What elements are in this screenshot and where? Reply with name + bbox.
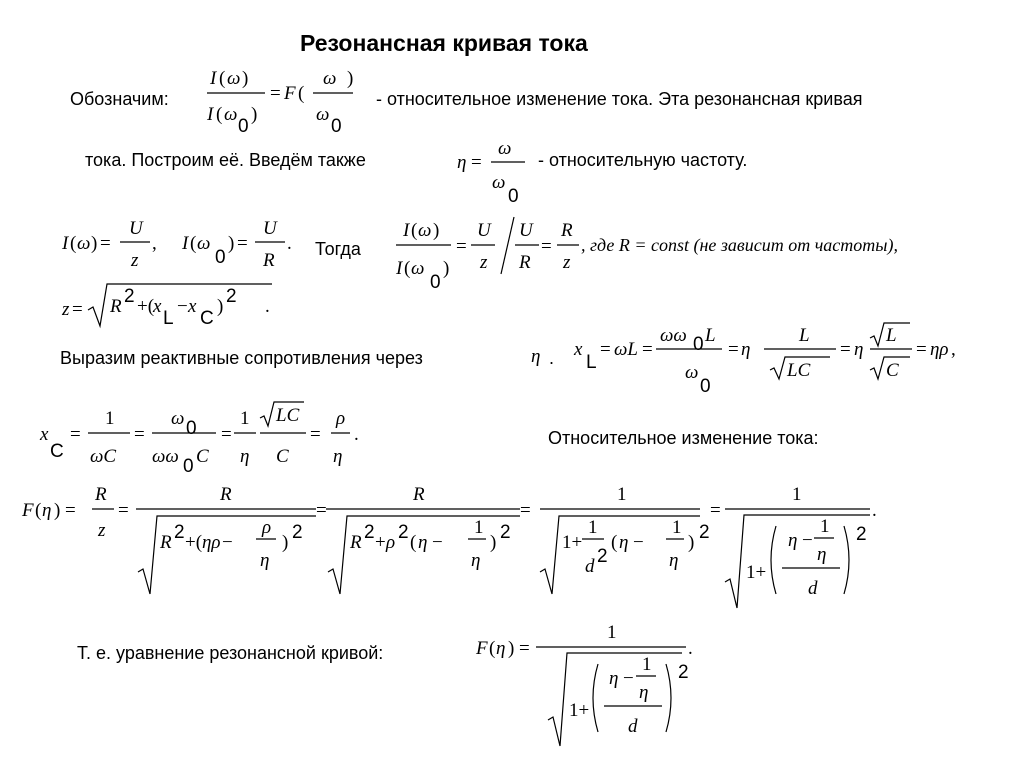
svg-text:(: ( bbox=[489, 638, 496, 659]
reactive-intro: Выразим реактивные сопротивления через bbox=[60, 348, 423, 368]
svg-text:L: L bbox=[886, 325, 897, 346]
svg-text:C: C bbox=[200, 308, 214, 329]
svg-text:): ) bbox=[91, 233, 98, 254]
svg-text:): ) bbox=[443, 258, 450, 279]
svg-text:η: η bbox=[817, 544, 827, 565]
svg-text:0: 0 bbox=[508, 186, 519, 207]
svg-text:F: F bbox=[284, 83, 296, 104]
svg-text:C: C bbox=[196, 446, 209, 467]
svg-text:η: η bbox=[418, 532, 428, 553]
svg-text:=: = bbox=[519, 638, 530, 659]
svg-text:x: x bbox=[188, 296, 197, 317]
formula-xL bbox=[572, 322, 972, 397]
svg-text:ω: ω bbox=[77, 233, 91, 254]
svg-text:R: R bbox=[350, 532, 362, 553]
svg-text:2: 2 bbox=[226, 286, 237, 307]
svg-text:2: 2 bbox=[856, 524, 867, 545]
svg-text:=: = bbox=[270, 83, 281, 104]
svg-text:U: U bbox=[129, 218, 143, 239]
svg-text:ρ: ρ bbox=[386, 532, 396, 553]
svg-text:η: η bbox=[457, 152, 467, 173]
svg-text:=: = bbox=[600, 339, 611, 360]
svg-text:I: I bbox=[62, 233, 69, 254]
svg-text:R: R bbox=[519, 252, 531, 273]
svg-text:U: U bbox=[263, 218, 277, 239]
svg-text:(: ( bbox=[410, 532, 417, 553]
svg-text:): ) bbox=[347, 68, 354, 89]
svg-text:ω: ω bbox=[492, 172, 506, 193]
formula-current-impedance bbox=[60, 218, 320, 328]
svg-text:1: 1 bbox=[820, 516, 830, 537]
svg-text:F: F bbox=[476, 638, 488, 659]
svg-text:ρ: ρ bbox=[262, 517, 272, 538]
svg-text:2: 2 bbox=[364, 522, 375, 543]
svg-text:ω: ω bbox=[323, 68, 337, 89]
svg-text:d: d bbox=[585, 556, 595, 577]
svg-text:.: . bbox=[872, 500, 877, 521]
svg-text:R: R bbox=[220, 484, 232, 505]
svg-text:ωC: ωC bbox=[90, 446, 117, 467]
svg-text:): ) bbox=[508, 638, 515, 659]
page-title: Резонансная кривая тока bbox=[300, 30, 588, 56]
svg-text:η: η bbox=[471, 550, 481, 571]
svg-text:z: z bbox=[480, 252, 488, 273]
svg-text:1: 1 bbox=[672, 517, 682, 538]
ratio-note: , где R = const (не зависит от частоты), bbox=[581, 235, 898, 255]
svg-text:=: = bbox=[237, 233, 248, 254]
svg-text:(: ( bbox=[216, 104, 223, 125]
svg-text:,: , bbox=[152, 233, 157, 254]
formula-eta-definition bbox=[455, 138, 535, 208]
svg-text:z: z bbox=[62, 299, 70, 320]
formula-final bbox=[474, 620, 704, 750]
svg-text:): ) bbox=[217, 296, 224, 317]
svg-text:d: d bbox=[808, 578, 818, 599]
svg-text:ω: ω bbox=[411, 258, 425, 279]
svg-text:): ) bbox=[282, 532, 289, 553]
svg-text:): ) bbox=[688, 532, 695, 553]
relative-change-label: Относительное изменение тока: bbox=[548, 428, 819, 448]
svg-text:1: 1 bbox=[607, 622, 617, 643]
svg-text:2: 2 bbox=[500, 522, 511, 543]
svg-text:η: η bbox=[240, 446, 250, 467]
svg-text:=: = bbox=[916, 339, 927, 360]
svg-text:x: x bbox=[40, 424, 49, 445]
svg-text:2: 2 bbox=[174, 522, 185, 543]
svg-text:ω: ω bbox=[418, 220, 432, 241]
svg-text:1: 1 bbox=[588, 517, 598, 538]
svg-text:C: C bbox=[276, 446, 289, 467]
svg-text:2: 2 bbox=[398, 522, 409, 543]
svg-text:η: η bbox=[333, 446, 343, 467]
intro-label: Обозначим: bbox=[70, 89, 169, 109]
svg-text:0: 0 bbox=[430, 272, 441, 293]
svg-text:=: = bbox=[72, 299, 83, 320]
svg-text:1: 1 bbox=[792, 484, 802, 505]
svg-text:−: − bbox=[432, 532, 443, 553]
intro-description: - относительное изменение тока. Эта резонансная кривая bbox=[376, 89, 863, 109]
svg-text:η: η bbox=[669, 550, 679, 571]
svg-text:0: 0 bbox=[693, 334, 704, 355]
svg-text:U: U bbox=[519, 220, 533, 241]
svg-text:=: = bbox=[471, 152, 482, 173]
svg-text:1: 1 bbox=[642, 654, 652, 675]
eta-dot: . bbox=[549, 348, 555, 368]
svg-text:(: ( bbox=[611, 532, 618, 553]
svg-text:R: R bbox=[110, 296, 122, 317]
svg-text:(: ( bbox=[219, 68, 226, 89]
svg-text:ω: ω bbox=[171, 408, 185, 429]
formula-xC bbox=[38, 400, 378, 480]
svg-text:(: ( bbox=[190, 233, 197, 254]
svg-text:R: R bbox=[95, 484, 107, 505]
svg-text:ω: ω bbox=[498, 138, 512, 159]
svg-text:ωL: ωL bbox=[614, 339, 638, 360]
svg-text:): ) bbox=[490, 532, 497, 553]
svg-text:C: C bbox=[50, 441, 64, 462]
svg-text:−: − bbox=[633, 532, 644, 553]
svg-text:ωω: ωω bbox=[152, 446, 179, 467]
svg-text:−: − bbox=[222, 532, 233, 553]
svg-text:): ) bbox=[228, 233, 235, 254]
svg-text:(: ( bbox=[35, 500, 42, 521]
svg-text:LC: LC bbox=[787, 360, 811, 381]
svg-text:(: ( bbox=[70, 233, 77, 254]
svg-text:0: 0 bbox=[186, 418, 197, 439]
svg-text:.: . bbox=[688, 638, 693, 659]
svg-text:L: L bbox=[163, 308, 174, 329]
svg-text:R: R bbox=[561, 220, 573, 241]
svg-text:=: = bbox=[541, 236, 552, 257]
svg-text:=: = bbox=[134, 424, 145, 445]
svg-text:2: 2 bbox=[292, 522, 303, 543]
svg-text:2: 2 bbox=[124, 286, 135, 307]
svg-text:=: = bbox=[100, 233, 111, 254]
svg-text:0: 0 bbox=[183, 456, 194, 477]
svg-text:=: = bbox=[70, 424, 81, 445]
svg-text:1: 1 bbox=[105, 408, 115, 429]
svg-text:LC: LC bbox=[276, 405, 300, 426]
svg-text:R: R bbox=[413, 484, 425, 505]
svg-text:η: η bbox=[619, 532, 629, 553]
svg-text:ω: ω bbox=[227, 68, 241, 89]
svg-text:η: η bbox=[788, 530, 798, 551]
svg-text:ω: ω bbox=[685, 362, 699, 383]
svg-text:d: d bbox=[628, 716, 638, 737]
svg-text:+: + bbox=[375, 532, 386, 553]
svg-text:=: = bbox=[728, 339, 739, 360]
svg-text:,: , bbox=[951, 339, 956, 360]
svg-text:0: 0 bbox=[331, 116, 342, 137]
svg-text:η: η bbox=[496, 638, 506, 659]
svg-text:2: 2 bbox=[597, 546, 608, 567]
svg-text:=: = bbox=[118, 500, 129, 521]
svg-text:L: L bbox=[799, 325, 810, 346]
svg-text:1+: 1+ bbox=[569, 700, 590, 721]
svg-text:.: . bbox=[287, 233, 292, 254]
svg-text:1: 1 bbox=[474, 517, 484, 538]
svg-text:F: F bbox=[22, 500, 34, 521]
svg-text:x: x bbox=[574, 339, 583, 360]
svg-text:1+: 1+ bbox=[746, 562, 767, 583]
svg-text:(: ( bbox=[298, 83, 305, 104]
svg-text:1: 1 bbox=[617, 484, 627, 505]
svg-text:=: = bbox=[316, 500, 327, 521]
svg-text:=: = bbox=[65, 500, 76, 521]
svg-text:.: . bbox=[354, 424, 359, 445]
svg-text:ω: ω bbox=[224, 104, 238, 125]
final-label: Т. е. уравнение резонансной кривой: bbox=[77, 643, 384, 663]
svg-text:): ) bbox=[54, 500, 61, 521]
svg-text:=: = bbox=[840, 339, 851, 360]
svg-text:η: η bbox=[639, 682, 649, 703]
svg-text:η: η bbox=[260, 550, 270, 571]
svg-text:ηρ: ηρ bbox=[930, 339, 949, 360]
svg-text:L: L bbox=[705, 325, 716, 346]
svg-text:−: − bbox=[802, 530, 813, 551]
svg-text:z: z bbox=[563, 252, 571, 273]
svg-text:ωω: ωω bbox=[660, 325, 687, 346]
svg-text:0: 0 bbox=[215, 247, 226, 268]
svg-text:ω: ω bbox=[316, 104, 330, 125]
svg-text:+(: +( bbox=[185, 532, 203, 553]
svg-text:2: 2 bbox=[678, 662, 689, 683]
svg-text:1+: 1+ bbox=[562, 532, 583, 553]
svg-text:η: η bbox=[609, 668, 619, 689]
eta-intro: тока. Построим её. Введём также bbox=[85, 150, 366, 170]
svg-text:x: x bbox=[153, 296, 162, 317]
svg-text:I: I bbox=[207, 104, 214, 125]
svg-text:0: 0 bbox=[700, 376, 711, 397]
svg-text:0: 0 bbox=[238, 116, 249, 137]
svg-text:=: = bbox=[221, 424, 232, 445]
svg-text:C: C bbox=[886, 360, 899, 381]
svg-text:R: R bbox=[263, 250, 275, 271]
svg-text:−: − bbox=[177, 296, 188, 317]
svg-text:=: = bbox=[310, 424, 321, 445]
svg-text:=: = bbox=[710, 500, 721, 521]
svg-text:η: η bbox=[854, 339, 864, 360]
svg-text:I: I bbox=[182, 233, 189, 254]
svg-text:): ) bbox=[242, 68, 249, 89]
svg-text:η: η bbox=[741, 339, 751, 360]
svg-text:): ) bbox=[251, 104, 258, 125]
svg-text:=: = bbox=[520, 500, 531, 521]
svg-text:1: 1 bbox=[240, 408, 250, 429]
svg-text:=: = bbox=[642, 339, 653, 360]
svg-text:ρ: ρ bbox=[336, 408, 346, 429]
formula-F-definition bbox=[205, 60, 365, 140]
svg-text:+(: +( bbox=[137, 296, 155, 317]
svg-text:2: 2 bbox=[699, 522, 710, 543]
svg-text:η: η bbox=[42, 500, 52, 521]
svg-text:U: U bbox=[477, 220, 491, 241]
svg-text:R: R bbox=[160, 532, 172, 553]
svg-text:z: z bbox=[98, 520, 106, 541]
svg-text:I: I bbox=[396, 258, 403, 279]
eta-symbol: η bbox=[531, 346, 541, 367]
svg-text:): ) bbox=[433, 220, 440, 241]
svg-text:I: I bbox=[403, 220, 410, 241]
svg-text:=: = bbox=[456, 236, 467, 257]
svg-text:L: L bbox=[586, 352, 597, 373]
eta-description: - относительную частоту. bbox=[538, 150, 748, 170]
svg-text:(: ( bbox=[411, 220, 418, 241]
svg-text:ηρ: ηρ bbox=[202, 532, 221, 553]
label-togda: Тогда bbox=[315, 239, 361, 259]
svg-text:z: z bbox=[131, 250, 139, 271]
svg-text:−: − bbox=[623, 668, 634, 689]
svg-text:ω: ω bbox=[197, 233, 211, 254]
formula-F-eta-chain bbox=[20, 482, 900, 612]
svg-text:I: I bbox=[210, 68, 217, 89]
svg-text:.: . bbox=[265, 296, 270, 317]
svg-text:(: ( bbox=[404, 258, 411, 279]
